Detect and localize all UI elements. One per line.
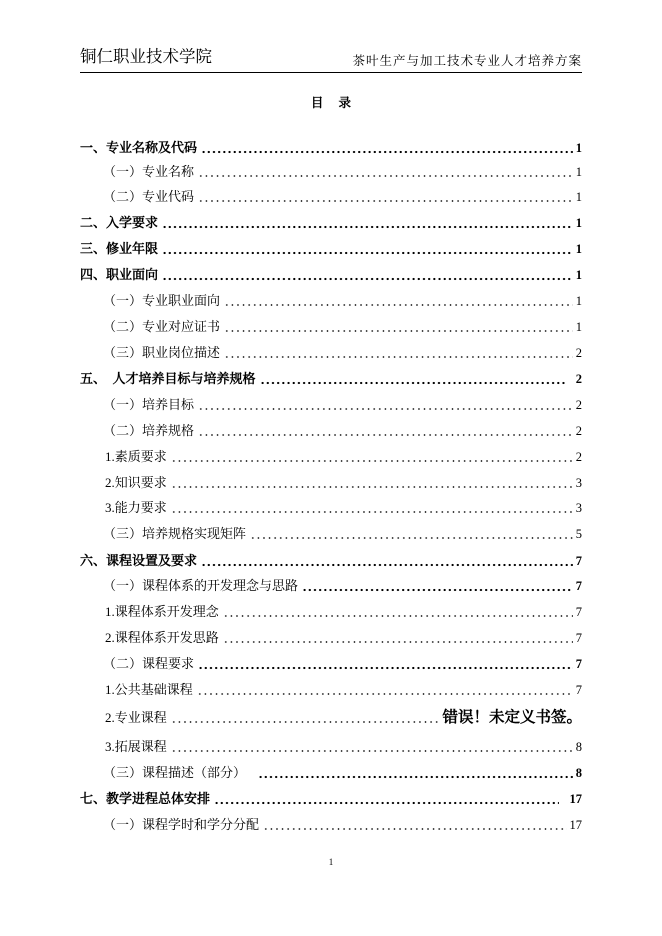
- toc-entry-title: 1.课程体系开发理念: [105, 604, 219, 619]
- toc-entry-page: 1: [575, 268, 582, 282]
- dot-leader: [223, 603, 573, 621]
- toc-title: 目 录: [310, 96, 352, 110]
- toc-entry-title: （二）专业对应证书: [103, 319, 221, 334]
- dot-leader: [198, 188, 573, 206]
- toc-entry-title: 1.素质要求: [105, 449, 167, 464]
- toc-entry[interactable]: [103, 163, 582, 181]
- toc-entry-page: 7: [575, 657, 582, 671]
- toc-entry-page: 7: [575, 631, 582, 645]
- toc-entry[interactable]: [103, 577, 582, 595]
- dot-leader: [224, 318, 573, 336]
- toc-entry[interactable]: [80, 370, 582, 388]
- toc-entry-page: 2: [575, 372, 582, 386]
- dot-leader: [201, 552, 573, 570]
- toc-entry-page: 7: [575, 605, 582, 619]
- toc-entry-page: 1: [575, 141, 582, 155]
- toc-entry-page: 3: [575, 501, 582, 515]
- toc-entry[interactable]: [105, 474, 582, 492]
- toc-entry[interactable]: [80, 790, 582, 808]
- toc-entry[interactable]: [103, 292, 582, 310]
- toc-entry-title: （一）课程体系的开发理念与思路: [103, 578, 299, 593]
- toc-entry-page: 5: [575, 527, 582, 541]
- dot-leader: [224, 292, 573, 310]
- toc-entry-page: 2: [575, 424, 582, 438]
- toc-entry-page: 1: [575, 294, 582, 308]
- dot-leader: [223, 629, 573, 647]
- dot-leader: [198, 163, 573, 181]
- toc-bookmark-error: 错误！未定义书签。: [442, 709, 582, 726]
- toc-entry-page: 2: [575, 346, 582, 360]
- toc-entry[interactable]: [105, 681, 582, 699]
- toc-entry-page: 3: [575, 476, 582, 490]
- dot-leader: [224, 344, 573, 362]
- toc-entry-page: 2: [575, 450, 582, 464]
- toc-entry-title: （二）课程要求: [103, 656, 195, 671]
- toc-entry[interactable]: [103, 764, 582, 782]
- toc-entry-title: 六、课程设置及要求: [80, 553, 198, 568]
- toc-entry-page: 1: [575, 320, 582, 334]
- toc-entry[interactable]: [105, 707, 582, 729]
- toc-entry[interactable]: [80, 240, 582, 258]
- toc-entry-title: （三）课程描述（部分）: [103, 765, 247, 780]
- dot-leader: [250, 525, 573, 543]
- toc-entry-title: 3.能力要求: [105, 500, 167, 515]
- toc-entry-page: 2: [575, 398, 582, 412]
- toc-entry-title: 三、修业年限: [80, 241, 159, 256]
- toc-entry[interactable]: [103, 655, 582, 673]
- dot-leader: [198, 655, 573, 673]
- toc-entry-title: 二、入学要求: [80, 215, 159, 230]
- toc-entry-title: 2.知识要求: [105, 475, 167, 490]
- toc-entry[interactable]: [105, 448, 582, 466]
- toc-entry-page: 17: [569, 818, 582, 832]
- toc-entry-title: 四、职业面向: [80, 267, 159, 282]
- toc-entry[interactable]: [103, 318, 582, 336]
- dot-leader: [171, 499, 573, 517]
- dot-leader: [171, 707, 440, 729]
- toc-entry-title: 一、专业名称及代码: [80, 140, 198, 155]
- toc-entry-page: 1: [575, 242, 582, 256]
- dot-leader: [171, 738, 573, 756]
- dot-leader: [197, 681, 573, 699]
- dot-leader: [162, 214, 573, 232]
- header-divider: [80, 72, 582, 73]
- toc-entry-page: 8: [575, 740, 582, 754]
- dot-leader: [198, 396, 573, 414]
- header-school-name: 铜仁职业技术学院: [80, 47, 212, 66]
- toc-entry-title: （一）专业职业面向: [103, 293, 221, 308]
- toc-entry-page: 1: [575, 190, 582, 204]
- toc-entry[interactable]: [103, 344, 582, 362]
- toc-entry[interactable]: [80, 266, 582, 284]
- toc-entry[interactable]: [105, 603, 582, 621]
- dot-leader: [201, 139, 573, 157]
- dot-leader: [302, 577, 573, 595]
- toc-entry-title: 1.公共基础课程: [105, 682, 193, 697]
- toc-entry[interactable]: [105, 629, 582, 647]
- dot-leader: [162, 240, 573, 258]
- toc-entry[interactable]: [105, 499, 582, 517]
- toc-entry-title: （二）培养规格: [103, 423, 195, 438]
- toc-entry-page: 1: [575, 165, 582, 179]
- dot-leader: [171, 448, 573, 466]
- toc-entry[interactable]: [80, 139, 582, 157]
- toc-entry-title: （一）培养目标: [103, 397, 195, 412]
- toc-entry-title: 2.专业课程: [105, 710, 167, 725]
- dot-leader: [162, 266, 573, 284]
- toc-entry[interactable]: [103, 422, 582, 440]
- toc-entry-title: 3.拓展课程: [105, 739, 167, 754]
- toc-entry-page: 7: [575, 554, 582, 568]
- toc-entry-title: 七、教学进程总体安排: [80, 791, 211, 806]
- toc-entry-page: 8: [575, 766, 582, 780]
- toc-entry-page: 17: [569, 792, 582, 806]
- toc-entry-page: 7: [575, 579, 582, 593]
- toc-entry-title: （一）专业名称: [103, 164, 195, 179]
- toc-entry-title: （三）职业岗位描述: [103, 345, 221, 360]
- toc-entry-title: 五、 人才培养目标与培养规格: [80, 371, 256, 386]
- toc-entry-title: 2.课程体系开发思路: [105, 630, 219, 645]
- toc-entry-title: （二）专业代码: [103, 189, 195, 204]
- dot-leader: [258, 764, 573, 782]
- toc-entry-title: （三）培养规格实现矩阵: [103, 526, 247, 541]
- toc-entry-page: 1: [575, 216, 582, 230]
- dot-leader: [214, 790, 558, 808]
- footer-page-number: 1: [328, 857, 334, 867]
- toc-entry[interactable]: [103, 816, 582, 834]
- dot-leader: [260, 370, 565, 388]
- toc-entry[interactable]: [80, 552, 582, 570]
- dot-leader: [171, 474, 573, 492]
- toc-entry[interactable]: [103, 188, 582, 206]
- dot-leader: [198, 422, 573, 440]
- dot-leader: [263, 816, 566, 834]
- toc-entry[interactable]: [103, 396, 582, 414]
- toc-entry[interactable]: [103, 525, 582, 543]
- toc-entry[interactable]: [105, 738, 582, 756]
- toc-entry-page: 7: [575, 683, 582, 697]
- header-document-title: 茶叶生产与加工技术专业人才培养方案: [352, 54, 582, 68]
- toc-entry[interactable]: [80, 214, 582, 232]
- toc-entry-title: （一）课程学时和学分分配: [103, 817, 260, 832]
